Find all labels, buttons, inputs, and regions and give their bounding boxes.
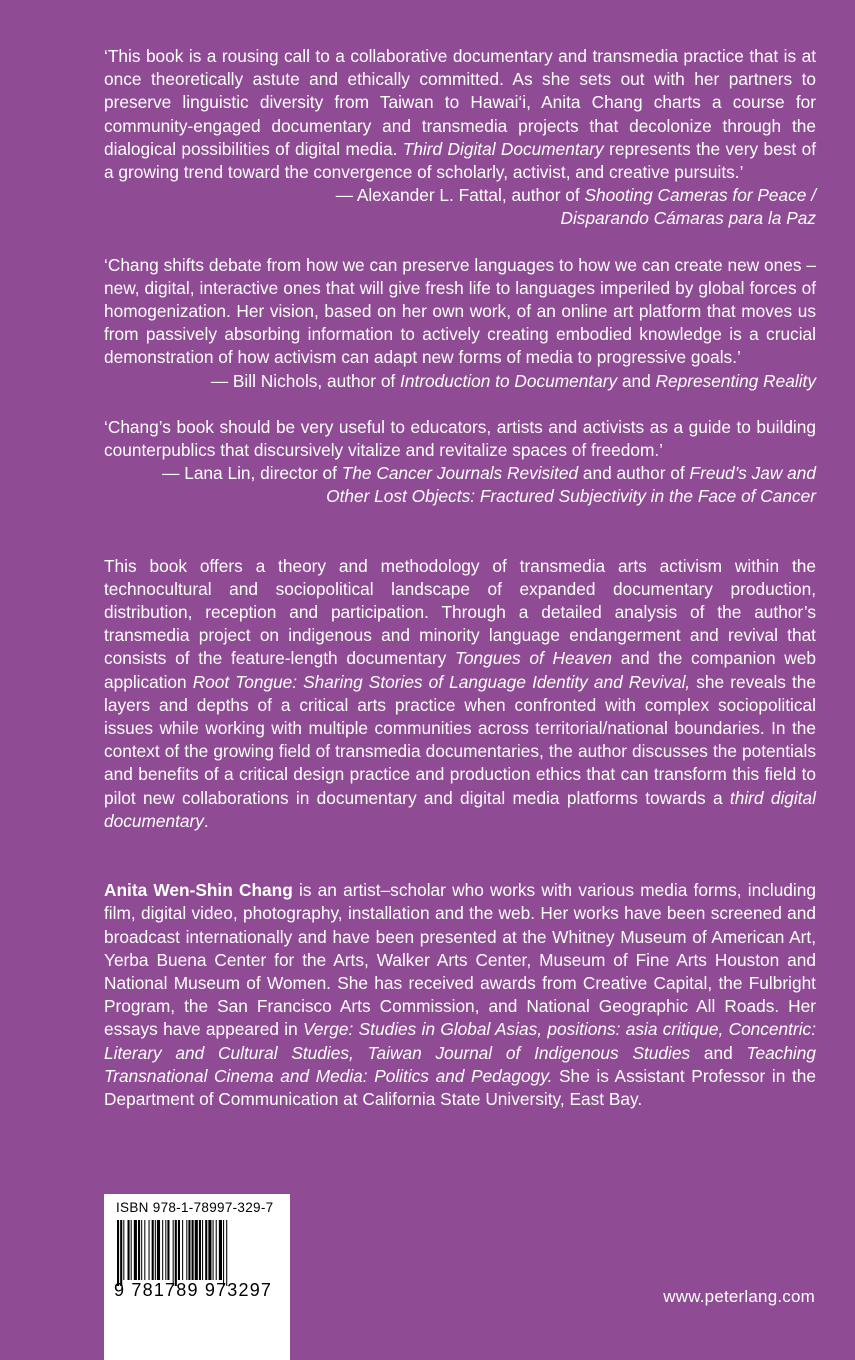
barcode-icon (116, 1220, 278, 1286)
book-description: This book offers a theory and methodology of transmedia arts activism within the technocultural and sociopolitical landscape of expanded documentary production, distribution, reception and participation. Through a detailed analysis of the author’s transmedia project on indigenous and minority language endangerment and revival that consists of the feature-length documentary Tongues of Heaven and the companion web application Root Tongue: Sharing Stories of Language Identity and Revival, she reveals the layers and depths of a critical arts practice when confronted with complex sociopolitical issues while working with multiple communities across territorial/national boundaries. In the context of the growing field of transmedia documentaries, the author discusses the potentials and benefits of a critical design practice and production ethics that can transform this field to pilot new collaborations in documentary and digital media platforms towards a third digital documentary. (104, 555, 817, 831)
barcode-digits: 9 781789 973297 (114, 1280, 273, 1300)
book-title: Third Digital Documentary (402, 138, 604, 159)
isbn-barcode-block (104, 1194, 290, 1360)
isbn-label: ISBN 978-1-78997-329-7 (116, 1200, 274, 1215)
endorsement-attribution-nichols: — Bill Nichols, author of Introduction to Documentary and Representing Reality (210, 370, 816, 391)
endorsement-attribution-fattal: — Alexander L. Fattal, author of Shooting Cameras for Peace / Disparando Cámaras para la Paz (335, 185, 816, 229)
back-cover-text (104, 45, 816, 1111)
publisher-website: www.peterlang.com (663, 1287, 815, 1306)
author-bio: Anita Wen-Shin Chang is an artist–scholar who works with various media forms, including film, digital video, photography, installation and the web. Her works have been screened and broadcast internationally and have been presented at the Whitney Museum of American Art, Yerba Buena Center for the Arts, Walker Arts Center, Museum of Fine Arts Houston and National Museum of Women. She has received awards from Creative Capital, the Fulbright Program, the San Francisco Arts Commission, and National Geographic All Roads. Her essays have appeared in Verge: Studies in Global Asias, positions: asia critique, Concentric: Literary and Cultural Studies, Taiwan Journal of Indigenous Studies and Teaching Transnational Cinema and Media: Politics and Pedagogy. She is Assistant Professor in the Department of Communication at California State University, East Bay. (104, 880, 816, 1109)
endorsement-quote-fattal: ‘This book is a rousing call to a collaborative documentary and transmedia practice that is at once theoretically astute and ethically committed. As she sets out with her partners to preserve linguistic diversity from Taiwan to Hawai‘i, Anita Chang charts a course for community-engaged documentary and transmedia projects that decolonize through the dialogical possibilities of digital media. Third Digital Documentary represents the very best of a growing trend toward the convergence of scholarly, activist, and creative pursuits.’ (104, 46, 817, 183)
author-name: Anita Wen-Shin Chang (104, 880, 293, 901)
endorsement-attribution-lin: — Lana Lin, director of The Cancer Journals Revisited and author of Freud’s Jaw and Other Lost Objects: Fractured Subjectivity in the Face of Cancer (162, 463, 816, 507)
endorsement-quote-lin: ‘Chang’s book should be very useful to educators, artists and activists as a guide to building counterpublics that discursively vitalize and revitalize spaces of freedom.’ (104, 416, 816, 461)
endorsement-quote-nichols: ‘Chang shifts debate from how we can preserve languages to how we can create new ones – new, digital, interactive ones that will give fresh life to languages imperiled by global forces of homogenization. Her vision, based on her own work, of an online art platform that moves us from passively absorbing information to actively creating embodied knowledge is a crucial demonstration of how activism can adapt new forms of media to progressive goals.’ (104, 254, 816, 368)
